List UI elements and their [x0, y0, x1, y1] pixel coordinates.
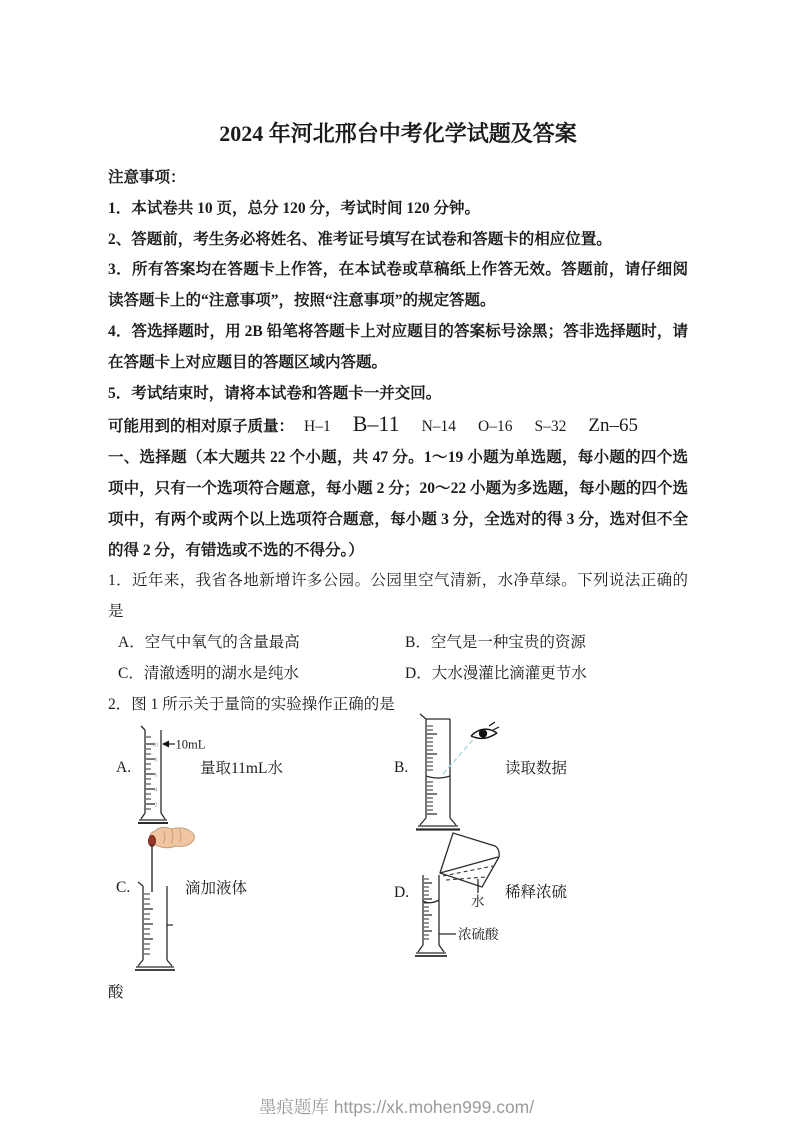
cylinder-body [138, 882, 167, 960]
cylinder-minor-ticks [427, 726, 433, 810]
notice-item-4: 4．答选择题时，用 2B 铅笔将答题卡上对应题目的答案标号涂黑；答非选择题时，请在答题卡上对应题目的答题区域内答题。 [108, 322, 688, 371]
acid-annotation: 浓硫酸 [458, 927, 499, 943]
q2-figure-c-label: C. [116, 879, 131, 897]
q2-figure-d-caption: 稀释浓硫 [505, 884, 568, 902]
svg-text:6: 6 [154, 772, 158, 779]
q1-stem: 1．近年来，我省各地新增许多公园。公园里空气清新，水净草绿。下列说法正确的是 [108, 572, 688, 621]
acid-level [423, 900, 439, 903]
footer-watermark [0, 1095, 793, 1119]
atomic-mass-N: N–14 [421, 418, 457, 436]
beaker-icon [440, 833, 499, 887]
water-surface [440, 857, 498, 873]
q2-figure-b-caption: 读取数据 [505, 760, 568, 778]
sight-line [443, 735, 477, 774]
q2-figure-group [108, 720, 688, 978]
eye-icon [471, 722, 499, 738]
footer-text: 墨痕题库 https://xk.mohen999.com/ [258, 1097, 535, 1118]
volume-annotation: 10mL [175, 737, 206, 752]
q2-figure-c-caption: 滴加液体 [185, 880, 248, 898]
water-annotation: 水 [471, 894, 485, 910]
cylinder-minor-ticks [424, 879, 429, 939]
cylinder-base [139, 813, 167, 820]
q2-figure-d-label: D. [394, 884, 410, 902]
liquid-level [426, 776, 450, 778]
section1-heading: 一、选择题（本大题共 22 个小题，共 47 分。1～19 小题为单选题，每小题的四个选项中，只有一个选项符合题意，每小题 2 分；20～22 小题为多选题，每小题的四个选项中，有两个或两个以上选项符合题意，每小题 3 分，全选对的得 3 分，选对但不全的得 2 分，有错选或不选的不得分。） [108, 449, 688, 559]
measuring-cylinder-a-figure [138, 725, 204, 825]
cylinder-base [416, 945, 446, 953]
q1-option-a: A．空气中氧气的含量最高 [118, 633, 300, 651]
q1-options-row-2 [108, 659, 688, 690]
q2-stem: 2．图 1 所示关于量筒的实验操作正确的是 [108, 695, 395, 713]
svg-text:2: 2 [154, 802, 158, 809]
q1-option-d: D．大水漫灌比滴灌更节水 [405, 664, 587, 682]
atomic-mass-label: 可能用到的相对原子质量： [108, 418, 295, 436]
notice-item-5: 5．考试结束时，请将本试卷和答题卡一并交回。 [108, 384, 442, 402]
svg-text:10: 10 [152, 742, 158, 749]
q2-caption-overflow: 酸 [108, 984, 124, 1002]
atomic-mass-line [108, 409, 688, 443]
notice-item-1: 1．本试卷共 10 页，总分 120 分，考试时间 120 分钟。 [108, 199, 481, 217]
hand-icon [148, 828, 194, 848]
measuring-cylinder-b-figure [407, 714, 502, 836]
dilution-figure [408, 825, 508, 967]
notice-item-3: 3．所有答案均在答题卡上作答，在本试卷或草稿纸上作答无效。答题前，请仔细阅读答题卡上的“注意事项”，按照“注意事项”的规定答题。 [108, 261, 688, 310]
notice-heading: 注意事项： [108, 169, 186, 186]
cylinder-base [136, 960, 174, 967]
atomic-mass-B: B–11 [352, 411, 400, 437]
q2-figure-b-label: B. [394, 759, 409, 777]
atomic-mass-H: H–1 [304, 418, 331, 436]
cylinder-minor-ticks [146, 737, 151, 809]
svg-text:4: 4 [154, 787, 158, 794]
atomic-mass-S: S–32 [534, 418, 567, 436]
arrow-icon [162, 741, 169, 748]
notice-item-2: 2、答题前，考生务必将姓名、准考证号填写在试卷和答题卡的相应位置。 [108, 230, 612, 248]
document-title: 2024 年河北邢台中考化学试题及答案 [219, 121, 577, 146]
q1-option-c: C．清澈透明的湖水是纯水 [118, 664, 299, 682]
atomic-mass-O: O–16 [478, 418, 513, 436]
q2-figure-a-label: A. [116, 759, 132, 777]
cylinder-body [420, 714, 450, 818]
water-dashes [443, 866, 493, 880]
q1-options-row-1 [108, 628, 688, 659]
q1-option-b: B．空气是一种宝贵的资源 [405, 633, 586, 651]
q2-figure-a-caption: 量取11mL水 [200, 760, 283, 778]
atomic-mass-Zn: Zn–65 [588, 415, 638, 437]
svg-text:8: 8 [154, 757, 158, 764]
